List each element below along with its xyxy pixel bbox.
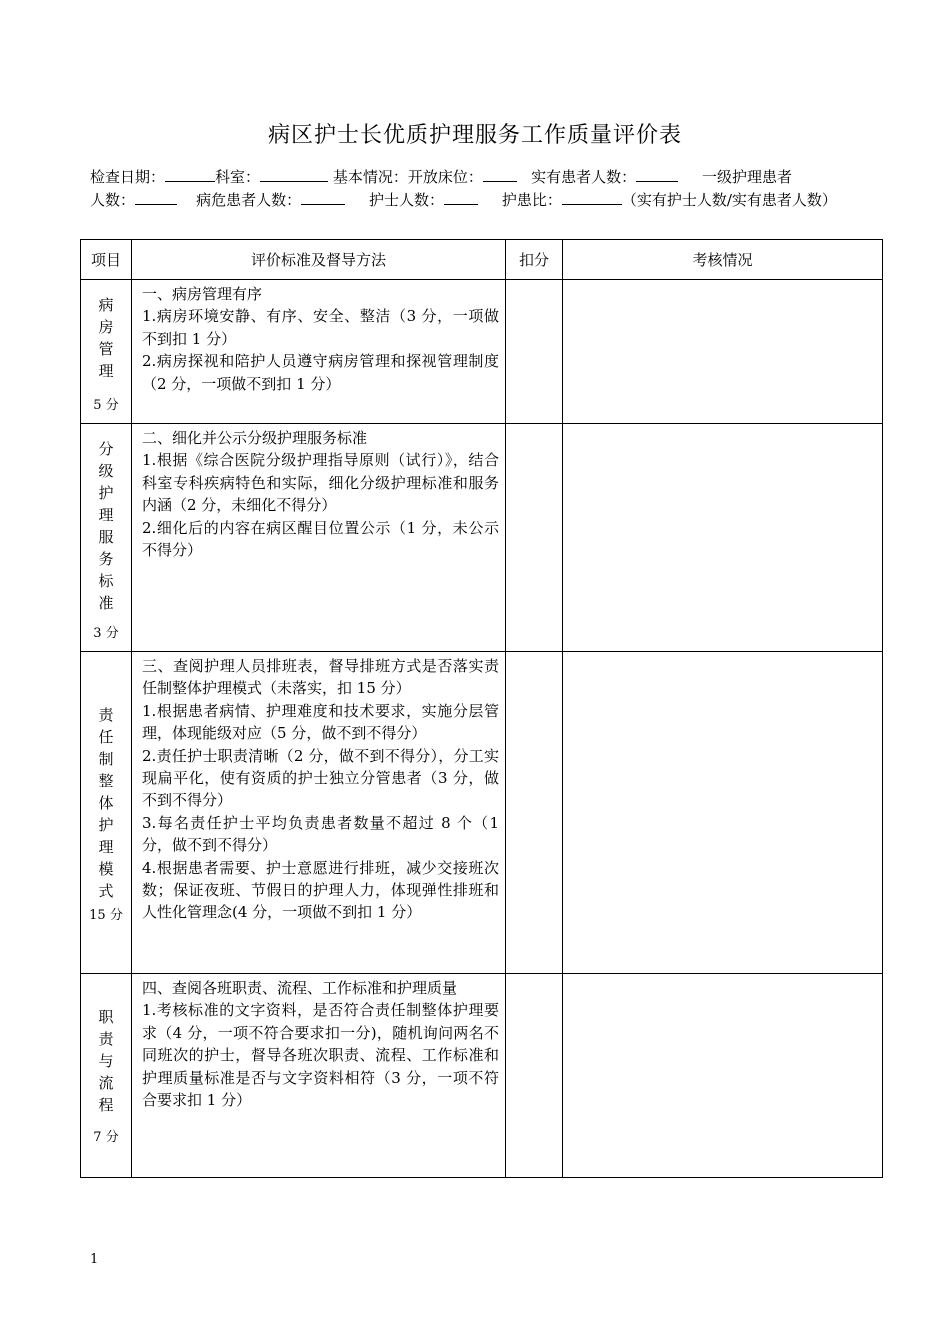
department-label: 科室： [215,168,261,186]
basic-info [90,166,880,212]
criteria-item: 1.根据患者病情、护理难度和技术要求，实施分层管理，体现能级对应（5 分，做不到不得分） [142,701,499,743]
level1-patients-label: 一级护理患者 [702,168,793,186]
category-score: 3 分 [93,626,119,641]
deduct-cell[interactable] [506,280,563,424]
category-score: 5 分 [93,398,119,413]
criteria-item: 1.考核标准的文字资料，是否符合责任制整体护理要求（4 分，一项不符合要求扣一分)，随机询问两名不同班次的护士，督导各班次职责、流程、工作标准和护理质量标准是否与文字资料相符（3 分，一项不符合要求扣 1 分） [142,1001,499,1110]
actual-patients-field[interactable] [636,166,678,182]
nurse-ratio-label: 护患比： [501,191,562,209]
category-name: 病房管理 [98,296,114,380]
deduct-cell[interactable] [506,974,563,1178]
assessment-cell[interactable] [563,974,883,1178]
table-row [81,974,883,1178]
criteria-cell [132,974,506,1178]
table-row [81,280,883,424]
check-date-label: 检查日期： [90,168,166,186]
page-title: 病区护士长优质护理服务工作质量评价表 [267,123,682,148]
open-beds-field[interactable] [483,166,517,182]
category-score: 7 分 [93,1130,119,1145]
category-cell [81,974,132,1178]
basic-label: 基本情况：开放床位： [332,168,483,186]
assessment-cell[interactable] [563,424,883,652]
criteria-heading: 三、查阅护理人员排班表，督导排班方式是否落实责任制整体护理模式（未落实，扣 15 分） [142,657,499,698]
criteria-item: 2.病房探视和陪护人员遵守病房管理和探视管理制度（2 分，一项做不到扣 1 分） [142,352,499,393]
table-header-row [81,240,883,280]
criteria-cell [132,424,506,652]
evaluation-table [80,239,883,1178]
table-row [81,652,883,974]
deduct-cell[interactable] [506,652,563,974]
level1-patients-field[interactable] [135,189,177,205]
criteria-heading: 一、病房管理有序 [142,285,263,303]
criteria-item: 2.细化后的内容在病区醒目位置公示（1 分，未公示不得分） [142,518,499,560]
criteria-cell [132,280,506,424]
nurse-count-field[interactable] [444,189,478,205]
criteria-cell [132,652,506,974]
criteria-item: 3.每名责任护士平均负责患者数量不超过 8 个（1 分，做不到不得分） [142,813,499,855]
assessment-cell[interactable] [563,652,883,974]
page-number: 1 [90,1252,99,1267]
header-criteria: 评价标准及督导方法 [132,240,506,280]
criteria-heading: 二、细化并公示分级护理服务标准 [142,429,368,447]
header-item: 项目 [81,240,132,280]
nurse-ratio-field[interactable] [562,189,622,205]
ratio-note: （实有护士人数/实有患者人数） [621,191,837,209]
category-name: 职责与流程 [98,1008,114,1114]
category-cell [81,280,132,424]
table-row [81,424,883,652]
criteria-item: 4.根据患者需要、护士意愿进行排班，减少交接班次数；保证夜班、节假日的护理人力，体现弹性排班和人性化管理念(4 分，一项做不到扣 1 分） [142,858,499,922]
category-name: 分级护理服务标准 [98,440,114,612]
critical-patients-field[interactable] [301,189,345,205]
level1-patients-label-b: 人数： [90,191,136,209]
department-field[interactable] [260,166,328,182]
criteria-item: 1.根据《综合医院分级护理指导原则（试行）》，结合科室专科疾病特色和实际，细化分级护理标准和服务内涵（2 分，未细化不得分） [142,451,499,515]
criteria-item: 1.病房环境安静、有序、安全、整洁（3 分，一项做不到扣 1 分） [142,307,499,348]
header-deduct: 扣分 [506,240,563,280]
category-name: 责任制整体护理模式 [98,706,114,900]
criteria-item: 2.责任护士职责清晰（2 分，做不到不得分），分工实现扁平化，使有资质的护士独立分管患者（3 分，做不到不得分） [142,746,499,810]
category-score: 15 分 [89,908,123,923]
critical-patients-label: 病危患者人数： [196,191,302,209]
category-cell [81,652,132,974]
header-assessment: 考核情况 [563,240,883,280]
deduct-cell[interactable] [506,424,563,652]
criteria-heading: 四、查阅各班职责、流程、工作标准和护理质量 [142,979,458,997]
nurse-count-label: 护士人数： [368,191,444,209]
category-cell [81,424,132,652]
check-date-field[interactable] [165,166,215,182]
actual-patients-label: 实有患者人数： [531,168,637,186]
assessment-cell[interactable] [563,280,883,424]
